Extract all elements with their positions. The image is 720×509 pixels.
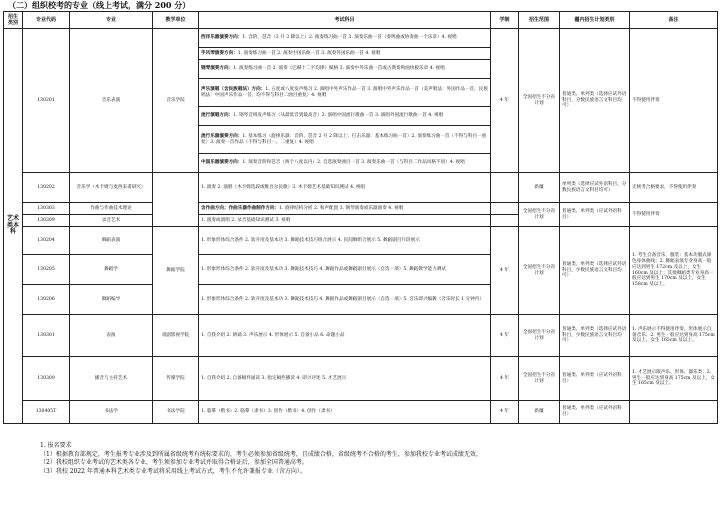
code-cell: 130201 xyxy=(23,29,70,173)
subject-text: 1. 演奏练习曲一首 2. 演奏中国乐曲一首 3. 演奏外国乐曲一首 4. 视唱 xyxy=(237,50,381,56)
subject-text: 1. 演奏音阶和琶音（两个八度以内）2. 自选演奏曲目一首 3. 演奏乐曲一首（与科目二作品风格不同）4. 视唱 xyxy=(242,160,465,166)
years-cell: 4 年 xyxy=(491,227,519,315)
code-cell: 130202 xyxy=(23,173,70,203)
table-row xyxy=(4,203,718,215)
code-cell: 130309 xyxy=(23,215,70,227)
remark-cell: 1. 声乐展示不得使用伴奏，形体展示自备音乐；2. 男生一般应达到身高 175cm 及以上，女生 165cm 及以上。 xyxy=(630,315,718,357)
subject-cell xyxy=(199,154,491,173)
code-cell: 130405T xyxy=(23,401,70,424)
range-cell: 全国招生不分省计划 xyxy=(519,29,560,173)
subject-cell: 1. 临摹（楷书）2. 临摹（隶书）3. 创作（楷书）4. 创作（隶书） xyxy=(199,401,491,424)
code-cell: 130204 xyxy=(23,227,70,255)
subject-cell: 1. 形象形体综合条件 2. 软开度及基本功 3. 舞蹈技术技巧 4. 舞蹈作品或舞蹈剧目展示（自选一项）5. 音乐即兴编舞（音乐时长 1 分钟内） xyxy=(199,285,491,315)
major-cell: 舞蹈编导 xyxy=(70,285,153,315)
subject-cell: 1. 自我介绍 2. 朗诵 3. 声乐展示 4. 形体展示 5. 自备小品 6. 命题小品 xyxy=(199,315,491,357)
years-cell xyxy=(491,215,519,227)
subject-text: 1. 基本练习（旋律乐器：音阶、琶音 2 升 2 降以上；打击乐器：基本练习曲一首）2. 演奏练习曲一首（不得与科目一重复）3. 演奏一首作品（不得与科目一、二重复）4. 视唱 xyxy=(201,133,487,145)
major-cell: 音乐表演 xyxy=(70,29,153,173)
remark-cell xyxy=(630,401,718,424)
note-item: （1）根据教育部规定，考生报考专业涉及到所属省级统考有统标要求的，考生必须参加省级统考，且成绩合格，省级统考不合格的考生，参加我校专业考试成绩无效。 xyxy=(40,450,482,458)
remark-cell: 1. 考生自备音乐，服装：基本功服式颜色身体曲线；2. 舞蹈表演专业身高一般应达到男生 172cm 及以上，女生 160cm 及以上；其他舞蹈类专业身高一般应达到男生 170cm 及以上，女生 158cm 及以上。 xyxy=(630,227,718,315)
header-category: 招生类别 xyxy=(4,12,23,29)
major-cell: 录音艺术 xyxy=(70,215,153,227)
subject-cell: 1. 形象形体综合条件 2. 软开度及基本功 3. 舞蹈技术技巧 4. 舞蹈作品或舞蹈剧目展示（自选一项）5. 舞蹈教学能力测试 xyxy=(199,255,491,285)
table-row xyxy=(4,401,718,424)
major-cell: 舞蹈表演 xyxy=(70,227,153,255)
plan-cell: 单列类（选择应试外语科目，分数民族语言文科目均可） xyxy=(560,173,630,203)
category-cell: 艺术类本科 xyxy=(4,29,23,424)
remark-cell: 1. 才艺展示限声乐、形体、器乐类；2. 男生一般应达到身高 175cm 及以上，女生 165cm 及以上。 xyxy=(630,357,718,401)
unit-cell: 传媒学院 xyxy=(153,357,199,401)
direction-label: 钢琴演奏方向： xyxy=(201,66,234,72)
years-cell: 4 年 xyxy=(491,357,519,401)
years-cell: 4 年 xyxy=(491,29,519,173)
unit-cell: 书法学院 xyxy=(153,401,199,424)
remark-cell: 不得使用伴奏 xyxy=(630,203,718,227)
plan-cell: 普通类、单列类（应试外语科目） xyxy=(560,203,630,227)
direction-label: 中国乐器演奏方向： xyxy=(201,160,243,166)
plan-cell: 普通类、单列类（应试外语科目） xyxy=(560,357,630,401)
header-subjects: 考试科目 xyxy=(199,12,491,29)
subject-cell xyxy=(199,107,491,126)
note-item: （2）我校组织专业考试的艺术类各专业，考生须参加专业考试并取得合格证后，参加全国普通高考。 xyxy=(40,459,308,467)
admissions-table-wrapper xyxy=(3,11,717,424)
subject-text: 1. 五度或八度发声练习 2. 演唱中外声乐作品一首 3. 演唱中外声乐作品一首（美声唱法：外国作品一首，民族唱法：中国声乐作品一首，均不得与科目二曲目重复）4. 视唱 xyxy=(201,86,488,98)
direction-label: 声乐演唱（含民族唱法）方向： xyxy=(201,86,266,92)
major-cell: 音乐学（木卡姆与麦西来甫研究） xyxy=(70,173,153,203)
requirements-notes xyxy=(40,442,710,477)
header-remark: 备注 xyxy=(630,12,718,29)
subject-cell: 1. 演奏 2. 演唱（木卡姆选段或维吾尔民歌）3. 木卡姆艺术基础知识测试 4. 视唱 xyxy=(199,173,491,203)
notes-title: 1. 报名要求 xyxy=(40,442,72,449)
range-cell: 新疆 xyxy=(519,401,560,424)
range-cell: 全国招生不分省计划 xyxy=(519,227,560,315)
subject-cell xyxy=(199,48,491,60)
subject-cell xyxy=(199,79,491,107)
major-cell: 书法学 xyxy=(70,401,153,424)
direction-label: 西洋乐器演奏方向： xyxy=(201,35,243,41)
code-cell: 130309 xyxy=(23,357,70,401)
table-row xyxy=(4,173,718,203)
table-row xyxy=(4,315,718,357)
subject-text: 1. 演奏练习曲一首 2. 演奏《巴赫十二平均律》赋格 3. 演奏中外乐曲一首或古典奏鸣曲快板乐章 4. 视唱 xyxy=(233,66,445,72)
header-range: 招生范围 xyxy=(519,12,560,29)
major-cell: 作曲与作曲技术理论 xyxy=(70,203,153,215)
plan-cell: 普通类、单列类（选择应试外语科目，少数民族语言文科目均可） xyxy=(560,227,630,315)
subject-cell: 1. 自我介绍 2. 自备稿件诵读 3. 指定稿件播读 4. 即兴评述 5. 才艺展示 xyxy=(199,357,491,401)
major-cell: 舞蹈学 xyxy=(70,255,153,285)
admissions-table xyxy=(3,11,718,424)
remark-cell: 不得使用伴奏 xyxy=(630,29,718,173)
direction-label: 含作曲方向；作曲乐器作曲制作方向： xyxy=(201,205,280,211)
subject-cell xyxy=(199,29,491,48)
direction-label: 手风琴演奏方向： xyxy=(201,50,238,56)
unit-cell: 舞蹈学院 xyxy=(153,227,199,315)
subject-text: 1. 旋律结构分析 2. 和声配置 3. 钢琴演奏或乐器演奏 4. 视唱 xyxy=(279,205,404,211)
header-code: 专业代码 xyxy=(23,12,70,29)
direction-label: 流行乐器演奏方向： xyxy=(201,133,243,139)
header-major: 专业 xyxy=(70,12,153,29)
header-years: 学制 xyxy=(491,12,519,29)
subject-cell: 1. 演奏或演唱 2. 录音基础知识测试 3. 视唱 xyxy=(199,215,491,227)
unit-cell: 戏剧影视学院 xyxy=(153,315,199,357)
unit-cell xyxy=(153,173,199,227)
range-cell: 新疆 xyxy=(519,173,560,203)
direction-label: 流行演唱方向： xyxy=(201,113,234,119)
code-cell: 130303 xyxy=(23,203,70,215)
subject-cell xyxy=(199,60,491,79)
major-cell: 表演 xyxy=(70,315,153,357)
range-cell: 全国招生不分省计划 xyxy=(519,357,560,401)
header-plan: 疆内招生计划类别 xyxy=(560,12,630,29)
code-cell: 130205 xyxy=(23,255,70,285)
subject-text: 1. 钢琴音域发声练习（从最低音到最高音）2. 演唱中国流行歌曲一首 3. 演唱外国流行歌曲一首 4. 视唱 xyxy=(233,113,444,119)
table-row xyxy=(4,227,718,255)
plan-cell: 普通类、单列类（选择应试外语科目，分数民族语言文科目均可） xyxy=(560,29,630,173)
code-cell: 130301 xyxy=(23,315,70,357)
unit-cell: 音乐学院 xyxy=(153,29,199,173)
table-row xyxy=(4,29,718,48)
subject-cell xyxy=(199,126,491,154)
code-cell: 130206 xyxy=(23,285,70,315)
page-title: （二）组织校考的专业（线上考试，满分 200 分） xyxy=(8,0,191,10)
subject-cell: 1. 形象形体综合条件 2. 软开度及基本功 3. 舞蹈技术技巧组合展示 4. 民间舞组合展示 5. 舞蹈剧目片段展示 xyxy=(199,227,491,255)
years-cell xyxy=(491,173,519,203)
range-cell: 全国招生不分省计划 xyxy=(519,315,560,357)
table-row xyxy=(4,357,718,401)
subject-cell xyxy=(199,203,491,215)
years-cell: 4 年 xyxy=(491,315,519,357)
remark-cell: 无统考合格要求，不得使用伴奏 xyxy=(630,173,718,203)
plan-cell: 普通类、单列类（应试外语科目） xyxy=(560,401,630,424)
table-header-row xyxy=(4,12,718,29)
plan-cell: 普通类、单列类（选择应试外语科目，少数民族语言文科目均可） xyxy=(560,315,630,357)
header-unit: 教学单位 xyxy=(153,12,199,29)
subject-text: 1. 音阶、琶音（3 升 3 降以上）2. 演奏练习曲一首 3. 演奏乐曲一首（奏鸣曲或协奏曲一个乐章）4. 视唱 xyxy=(242,35,457,41)
major-cell: 播音与主持艺术 xyxy=(70,357,153,401)
years-cell xyxy=(491,203,519,215)
note-item: （3）我校 2022 年普通本科艺术类专业考试将采用线上考试方式，考生不允许兼报专业（含方向）。 xyxy=(40,468,306,476)
years-cell: 4 年 xyxy=(491,401,519,424)
range-cell: 全国招生不分省计划 xyxy=(519,203,560,227)
